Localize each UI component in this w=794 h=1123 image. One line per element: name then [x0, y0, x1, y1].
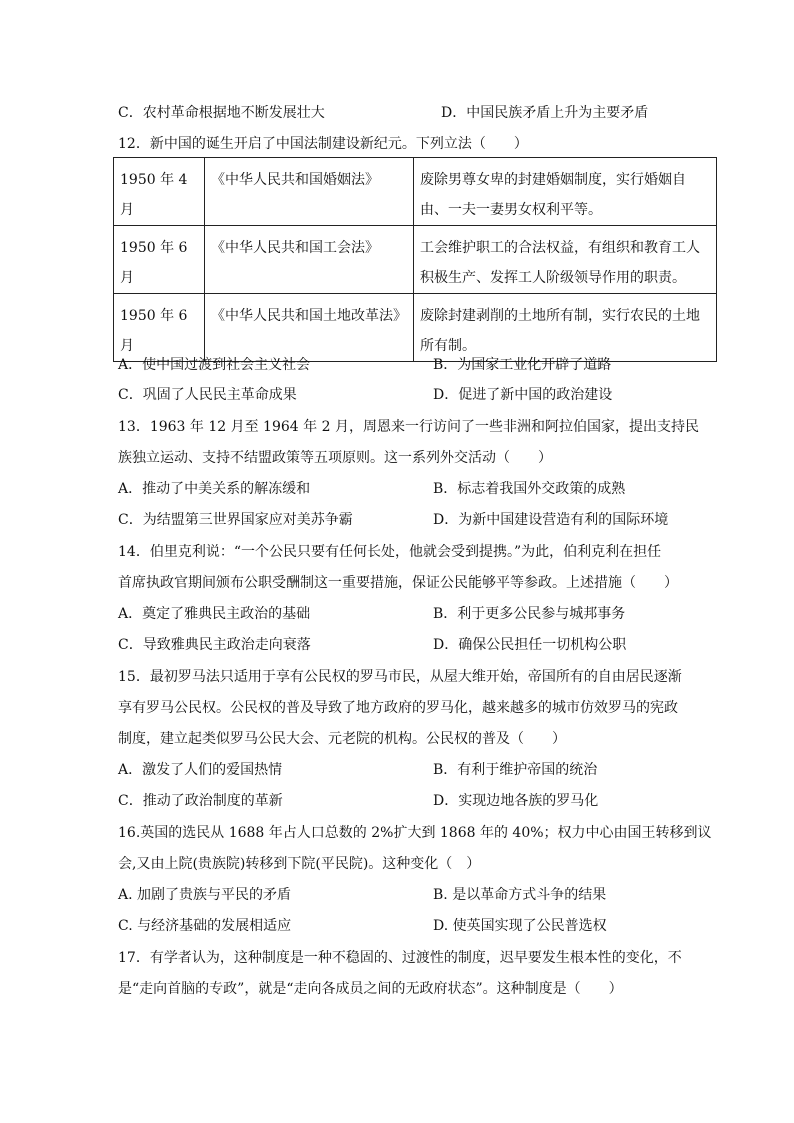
- q16-stem-line2: 会,又由上院(贵族院)转移到下院(平民院)。这种变化（ ）: [118, 856, 481, 872]
- q13-option-b: B．标志着我国外交政策的成熟: [433, 481, 626, 497]
- law-name: 《中华人民共和国工会法》: [205, 226, 414, 294]
- q14-option-c: C．导致雅典民主政治走向衰落: [118, 637, 311, 653]
- q16-option-c: C. 与经济基础的发展相适应: [118, 918, 292, 934]
- law-content: 废除男尊女卑的封建婚姻制度，实行婚姻自由、一夫一妻男女权利平等。: [414, 158, 717, 226]
- q15-stem-line2: 享有罗马公民权。公民权的普及导致了地方政府的罗马化，越来越多的城市仿效罗马的宪政: [118, 700, 678, 716]
- q17-stem-line2: 是“走向首脑的专政”，就是“走向各成员之间的无政府状态”。这种制度是（ ）: [118, 981, 623, 997]
- law-date: 1950 年 4 月: [114, 158, 205, 226]
- q13-option-d: D．为新中国建设营造有利的国际环境: [433, 512, 669, 528]
- q14-stem-line1: 14．伯里克利说：“一个公民只要有任何长处，他就会受到提携。”为此，伯利克利在担任: [118, 544, 662, 560]
- q16-option-d: D. 使英国实现了公民普选权: [433, 918, 607, 934]
- q16-stem-line1: 16.英国的选民从 1688 年占人口总数的 2%扩大到 1868 年的 40%；权力中心由国王转移到议: [118, 825, 712, 841]
- q15-stem-line3: 制度，建立起类似罗马公民大会、元老院的机构。公民权的普及（ ）: [118, 731, 566, 747]
- q11-option-c: C．农村革命根据地不断发展壮大: [118, 105, 325, 121]
- table-row: [114, 294, 717, 362]
- law-content: 工会维护职工的合法权益，有组织和教育工人积极生产、发挥工人阶级领导作用的职责。: [414, 226, 717, 294]
- q15-option-a: A．激发了人们的爱国热情: [118, 762, 283, 778]
- q12-option-c: C．巩固了人民民主革命成果: [118, 387, 297, 403]
- q13-option-c: C．为结盟第三世界国家应对美苏争霸: [118, 512, 353, 528]
- q15-option-c: C．推动了政治制度的革新: [118, 793, 283, 809]
- q14-option-a: A．奠定了雅典民主政治的基础: [118, 606, 311, 622]
- law-date: 1950 年 6 月: [114, 226, 205, 294]
- q12-option-b: B．为国家工业化开辟了道路: [433, 357, 612, 373]
- q13-option-a: A．推动了中美关系的解冻缓和: [118, 481, 311, 497]
- legislation-table: [113, 157, 717, 362]
- q16-option-a: A. 加剧了贵族与平民的矛盾: [118, 887, 292, 903]
- q15-option-d: D．实现边地各族的罗马化: [433, 793, 599, 809]
- law-name: 《中华人民共和国土地改革法》: [205, 294, 414, 362]
- q14-option-d: D．确保公民担任一切机构公职: [433, 637, 627, 653]
- law-date: 1950 年 6 月: [114, 294, 205, 362]
- law-content: 废除封建剥削的土地所有制，实行农民的土地所有制。: [414, 294, 717, 362]
- q12-option-d: D．促进了新中国的政治建设: [433, 387, 613, 403]
- q13-stem-line2: 族独立运动、支持不结盟政策等五项原则。这一系列外交活动（ ）: [118, 450, 552, 466]
- q12-stem: 12．新中国的诞生开启了中国法制建设新纪元。下列立法（ ）: [118, 136, 528, 152]
- q14-option-b: B．利于更多公民参与城邦事务: [433, 606, 626, 622]
- q15-stem-line1: 15．最初罗马法只适用于享有公民权的罗马市民，从屋大维开始，帝国所有的自由居民逐渐: [118, 669, 682, 685]
- law-name: 《中华人民共和国婚姻法》: [205, 158, 414, 226]
- q14-stem-line2: 首席执政官期间颁布公职受酬制这一重要措施，保证公民能够平等参政。上述措施（ ）: [118, 575, 678, 591]
- q11-option-d: D．中国民族矛盾上升为主要矛盾: [441, 105, 649, 121]
- table-row: [114, 226, 717, 294]
- q13-stem-line1: 13．1963 年 12 月至 1964 年 2 月，周恩来一行访问了一些非洲和阿拉伯国家，提出支持民: [118, 419, 699, 435]
- q17-stem-line1: 17．有学者认为，这种制度是一种不稳固的、过渡性的制度，迟早要发生根本性的变化，不: [118, 950, 682, 966]
- q15-option-b: B．有利于维护帝国的统治: [433, 762, 598, 778]
- q12-option-a: A．使中国过渡到社会主义社会: [118, 357, 311, 373]
- table-row: [114, 158, 717, 226]
- q16-option-b: B. 是以革命方式斗争的结果: [433, 887, 607, 903]
